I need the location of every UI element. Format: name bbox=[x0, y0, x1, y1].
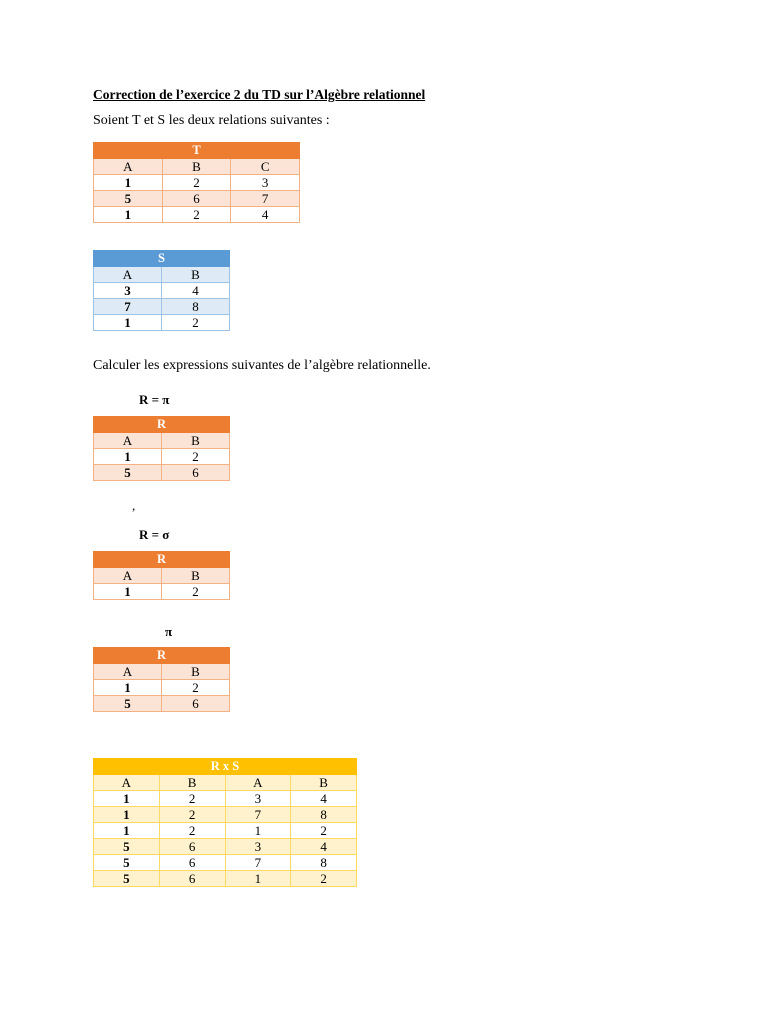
column-header: A bbox=[94, 433, 162, 449]
table-cell: 1 bbox=[94, 584, 162, 600]
table-cell: 7 bbox=[94, 299, 162, 315]
table-row bbox=[94, 871, 357, 887]
table-cell: 6 bbox=[162, 465, 230, 481]
table-title: R bbox=[94, 417, 230, 433]
table-cell: 5 bbox=[94, 855, 160, 871]
table-row bbox=[94, 823, 357, 839]
table-cell: 2 bbox=[159, 807, 225, 823]
table-title: R bbox=[94, 648, 230, 664]
table-cell: 4 bbox=[291, 791, 357, 807]
table-cell: 2 bbox=[162, 680, 230, 696]
column-header: B bbox=[162, 159, 231, 175]
column-header: B bbox=[159, 775, 225, 791]
expression-selection: R = σ bbox=[139, 527, 170, 542]
table-title-row bbox=[94, 552, 230, 568]
table-cell: 6 bbox=[159, 855, 225, 871]
table-row bbox=[94, 584, 230, 600]
result-selection-table bbox=[93, 551, 230, 600]
table-cell: 3 bbox=[94, 283, 162, 299]
expression-projection: R = π bbox=[139, 392, 170, 407]
table-row bbox=[94, 791, 357, 807]
column-header: B bbox=[162, 568, 230, 584]
table-title-row bbox=[94, 648, 230, 664]
table-cell: 2 bbox=[291, 823, 357, 839]
relation-s-table bbox=[93, 250, 230, 331]
table-header-row bbox=[94, 433, 230, 449]
result-projection-table bbox=[93, 416, 230, 481]
table-row bbox=[94, 191, 300, 207]
table-cell: 1 bbox=[225, 823, 291, 839]
column-header: A bbox=[94, 568, 162, 584]
expression-projection-2: π bbox=[165, 624, 173, 639]
table-header-row bbox=[94, 775, 357, 791]
column-header: A bbox=[94, 664, 162, 680]
table-cell: 3 bbox=[225, 791, 291, 807]
table-title: R x S bbox=[94, 759, 357, 775]
table-row bbox=[94, 807, 357, 823]
column-header: A bbox=[94, 159, 163, 175]
cartesian-product-table bbox=[93, 758, 357, 887]
column-header: B bbox=[162, 664, 230, 680]
table-row bbox=[94, 465, 230, 481]
table-cell: 1 bbox=[94, 207, 163, 223]
table-cell: 1 bbox=[94, 680, 162, 696]
column-header: A bbox=[225, 775, 291, 791]
table-cell: 6 bbox=[162, 696, 230, 712]
table-cell: 2 bbox=[162, 175, 231, 191]
column-header: B bbox=[162, 433, 230, 449]
table-cell: 5 bbox=[94, 465, 162, 481]
table-title-row bbox=[94, 251, 230, 267]
table-row bbox=[94, 855, 357, 871]
table-cell: 2 bbox=[159, 823, 225, 839]
column-header: A bbox=[94, 775, 160, 791]
table-cell: 1 bbox=[94, 175, 163, 191]
table-title: T bbox=[94, 143, 300, 159]
table-title-row bbox=[94, 759, 357, 775]
column-header: A bbox=[94, 267, 162, 283]
table-cell: 1 bbox=[94, 807, 160, 823]
table-row bbox=[94, 449, 230, 465]
table-cell: 3 bbox=[231, 175, 300, 191]
table-cell: 2 bbox=[162, 315, 230, 331]
table-cell: 5 bbox=[94, 839, 160, 855]
table-header-row bbox=[94, 267, 230, 283]
table-cell: 2 bbox=[159, 791, 225, 807]
table-cell: 7 bbox=[225, 855, 291, 871]
table-row bbox=[94, 696, 230, 712]
table-cell: 1 bbox=[94, 823, 160, 839]
page-title: Correction de l’exercice 2 du TD sur l’Algèbre relationnel bbox=[93, 87, 426, 102]
column-header: B bbox=[291, 775, 357, 791]
table-cell: 1 bbox=[225, 871, 291, 887]
table-cell: 4 bbox=[162, 283, 230, 299]
table-cell: 1 bbox=[94, 449, 162, 465]
table-cell: 6 bbox=[159, 871, 225, 887]
table-header-row bbox=[94, 568, 230, 584]
table-cell: 1 bbox=[94, 315, 162, 331]
table-row bbox=[94, 207, 300, 223]
instruction-text: Calculer les expressions suivantes de l’algèbre relationnelle. bbox=[93, 358, 431, 373]
table-cell: 6 bbox=[162, 191, 231, 207]
table-cell: 2 bbox=[291, 871, 357, 887]
table-cell: 2 bbox=[162, 449, 230, 465]
table-header-row bbox=[94, 664, 230, 680]
table-title: R bbox=[94, 552, 230, 568]
table-row bbox=[94, 175, 300, 191]
table-cell: 1 bbox=[94, 791, 160, 807]
comma-mark: , bbox=[132, 498, 136, 513]
table-title-row bbox=[94, 417, 230, 433]
intro-text: Soient T et S les deux relations suivantes : bbox=[93, 113, 330, 128]
result-projection-2-table bbox=[93, 647, 230, 712]
table-cell: 2 bbox=[162, 584, 230, 600]
table-row bbox=[94, 680, 230, 696]
table-cell: 8 bbox=[291, 855, 357, 871]
table-title-row bbox=[94, 143, 300, 159]
column-header: B bbox=[162, 267, 230, 283]
table-cell: 7 bbox=[225, 807, 291, 823]
table-row bbox=[94, 283, 230, 299]
table-cell: 4 bbox=[231, 207, 300, 223]
table-title: S bbox=[94, 251, 230, 267]
table-cell: 3 bbox=[225, 839, 291, 855]
table-cell: 7 bbox=[231, 191, 300, 207]
table-cell: 5 bbox=[94, 191, 163, 207]
table-cell: 2 bbox=[162, 207, 231, 223]
table-cell: 4 bbox=[291, 839, 357, 855]
table-row bbox=[94, 839, 357, 855]
table-cell: 6 bbox=[159, 839, 225, 855]
table-header-row bbox=[94, 159, 300, 175]
table-row bbox=[94, 315, 230, 331]
table-row bbox=[94, 299, 230, 315]
relation-t-table bbox=[93, 142, 300, 223]
table-cell: 8 bbox=[291, 807, 357, 823]
table-cell: 5 bbox=[94, 871, 160, 887]
table-cell: 5 bbox=[94, 696, 162, 712]
column-header: C bbox=[231, 159, 300, 175]
table-cell: 8 bbox=[162, 299, 230, 315]
